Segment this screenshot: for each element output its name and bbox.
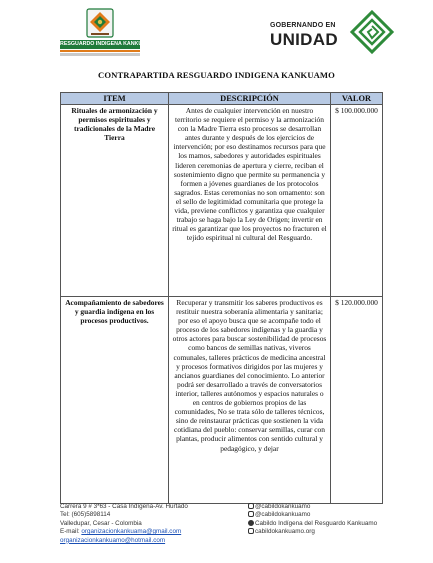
gobernando-logo	[270, 10, 400, 56]
kankuamo-emblem-icon	[86, 8, 114, 38]
social-handle: cabildokankuamo.org	[255, 528, 315, 536]
logo-wordmark: UNIDAD	[270, 30, 338, 49]
phone-line: Tel: (605)5898114	[60, 511, 111, 519]
social-handle: @cabildokankuamo	[255, 511, 311, 519]
logo-subline	[60, 53, 140, 56]
value-cell: $ 120.000.000	[331, 297, 383, 504]
web-icon	[248, 528, 254, 534]
footer-address	[60, 503, 188, 545]
logo-stripe	[60, 50, 140, 52]
email-line-2	[60, 537, 188, 545]
item-cell: Acompañamiento de sabedores y guardia indígena en los procesos productivos.	[61, 297, 169, 504]
page-footer	[60, 501, 400, 561]
social-handle: @cabildokankuamo	[255, 503, 311, 510]
description-cell: Antes de cualquier intervención en nuestro territorio se requiere el permiso y la armonización con la Madre Tierra esto procesos se desarrollan antes durante y después de los ejercicios de intervención; por eso destinamos recursos para que los mamos, sabedores y autoridades espirituales lideren ceremonias de apertura y cierre, reciban el sostenimiento digno que permite su permanencia y formen a jóvenes guardianes de los protocolos sagrados. Estas ceremonias no son ornamento: son el sello de legitimidad comunitaria que protege la vida, previene conflictos y garantiza que cualquier trabajo se haga bajo la Ley de Origen; invertir en ritual es garantizar que los proyectos no fracturen el tejido espiritual ni cultural del Resguardo.	[169, 105, 331, 297]
twitter-icon	[248, 511, 254, 517]
resguardo-banner: RESGUARDO INDIGENA KANKUAMO	[60, 41, 155, 47]
table-row	[61, 105, 383, 297]
table-header-row	[61, 93, 383, 105]
address-line: Carrera 9 # 3*63 - Casa Indígena-Av. Hurtado	[60, 503, 188, 510]
email-line	[60, 528, 188, 536]
social-twitter[interactable]	[248, 511, 377, 519]
table-row	[61, 297, 383, 504]
column-header-value: VALOR	[331, 93, 383, 105]
city-line: Valledupar, Cesar - Colombia	[60, 519, 142, 527]
spiral-logo-icon	[348, 10, 396, 54]
instagram-icon	[248, 503, 254, 509]
value-cell: $ 100.000.000	[331, 105, 383, 297]
social-facebook[interactable]	[248, 520, 377, 528]
logo-tagline: GOBERNANDO EN	[270, 22, 336, 29]
facebook-icon	[248, 520, 254, 526]
social-handle: Cabildo Indígena del Resguardo Kankuamo	[255, 519, 378, 527]
email-label: E-mail:	[60, 528, 80, 536]
email-link-gmail[interactable]: organizacionkankuama@gmail.com	[81, 528, 182, 536]
column-header-description: DESCRIPCIÓN	[169, 93, 331, 105]
document-title: CONTRAPARTIDA RESGUARDO INDIGENA KANKUAMO	[98, 70, 335, 80]
social-web[interactable]	[248, 528, 377, 536]
description-cell: Recuperar y transmitir los saberes productivos es restituir nuestra soberanía alimentaria y sanitaria; por eso el apoyo busca que se acompañe todo el proceso de los sabedores indígenas y la guardia y otros actores para buscar sostenibilidad de procesos como bancos de semillas nativas, viveros comunales, talleres prácticos de medicina ancestral y procesos formativos dirigidos por las mujeres y ancianos guardianes del conocimiento. Lo anterior podrá ser desarrollado a través de conversatorios interior, talleres autónomos y espacios naturales o en centros de gobiernos propios de las comunidades, No se trata sólo de talleres técnicos, sino de reinstaurar prácticas que sostienen la vida cotidiana del pueblo: conservar semillas, curar con plantas, producir alimentos con sentido cultural y pedagógico, y dejar	[169, 297, 331, 504]
contrapartida-table	[60, 92, 383, 504]
email-link-hotmail[interactable]: organizacionkankuamo@hotmail.com	[60, 536, 166, 544]
page-header	[0, 0, 433, 62]
resguardo-logo	[60, 8, 155, 58]
social-instagram[interactable]	[248, 503, 377, 511]
footer-social	[248, 503, 377, 537]
column-header-item: ITEM	[61, 93, 169, 105]
item-cell: Rituales de armonización y permisos espirituales y tradicionales de la Madre Tierra	[61, 105, 169, 297]
